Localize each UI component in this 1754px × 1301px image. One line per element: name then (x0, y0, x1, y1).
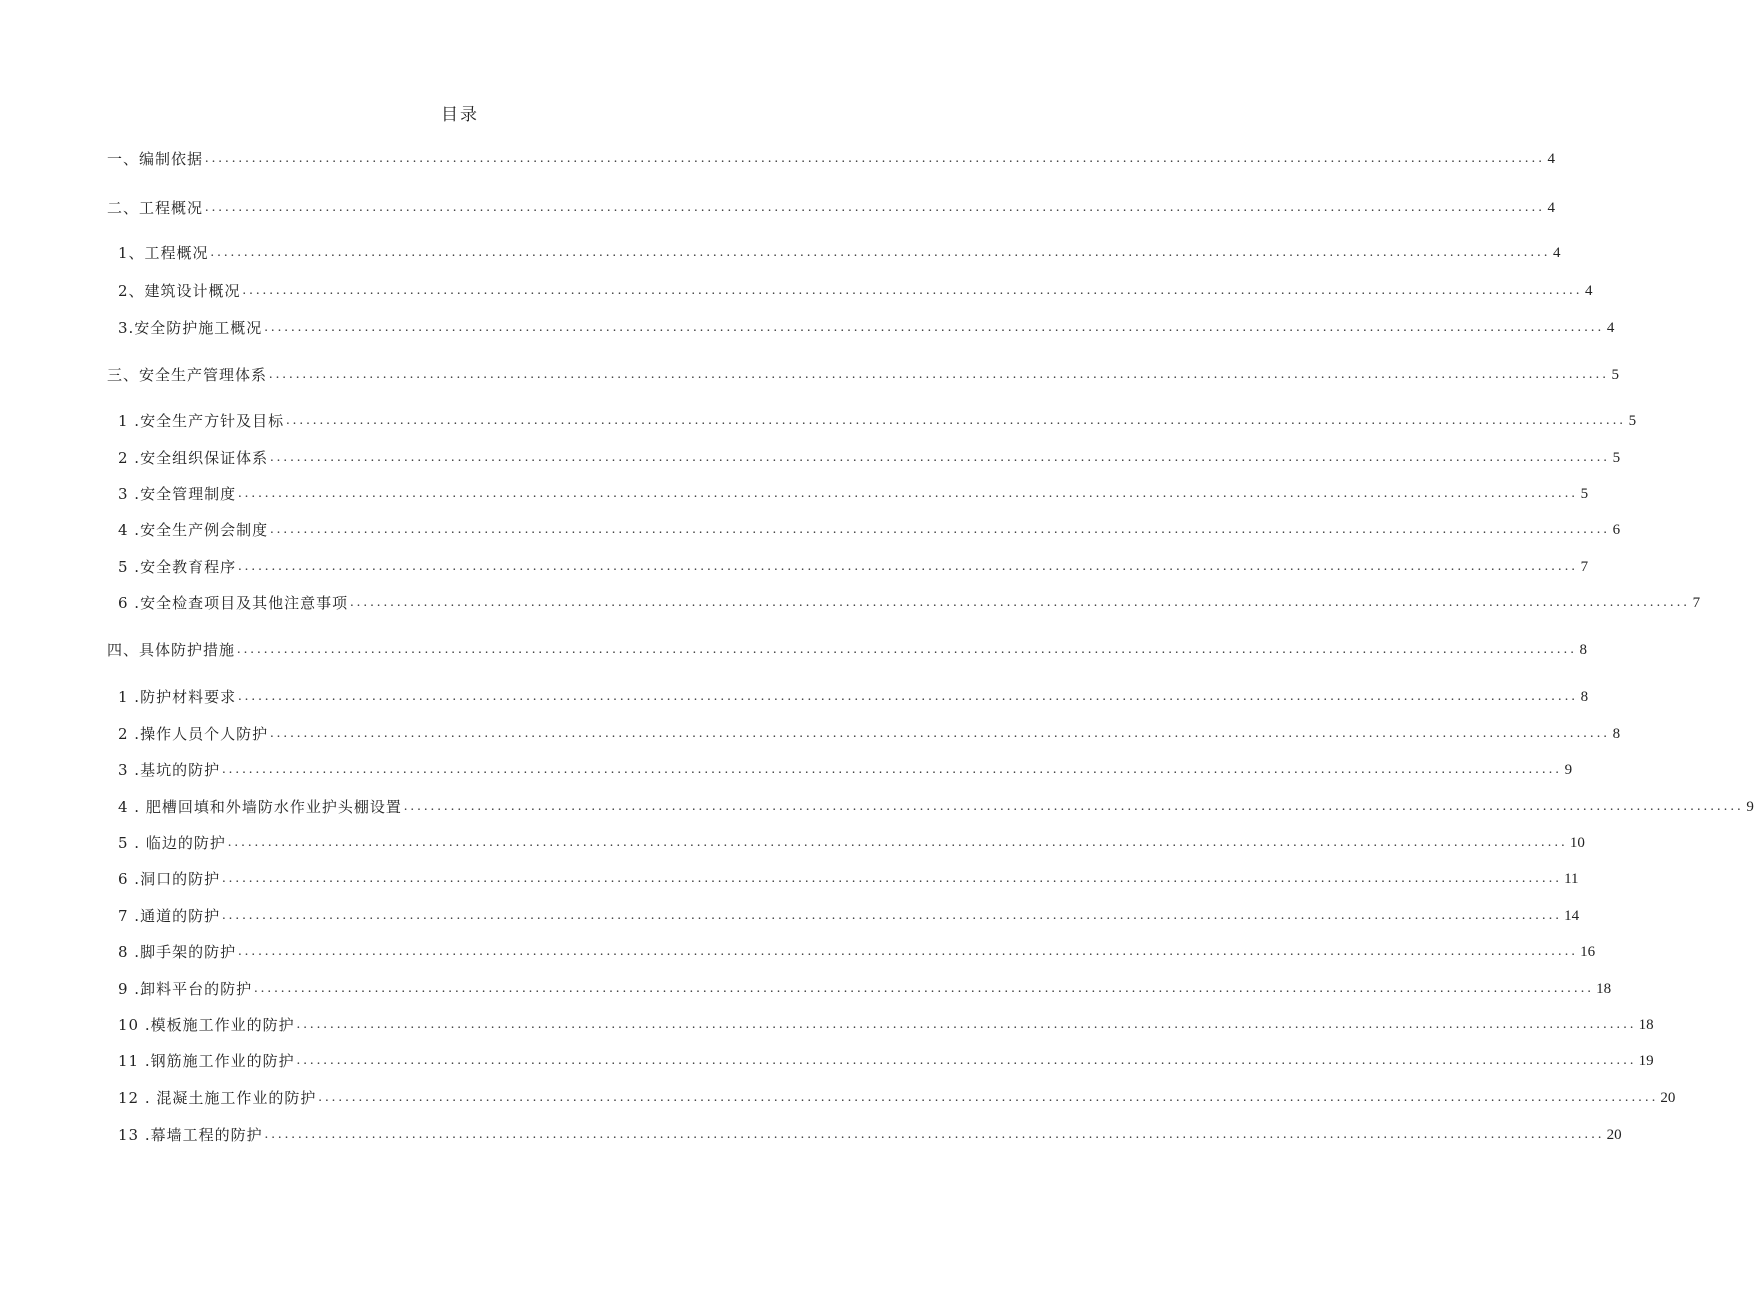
toc-entry-page: 6 (1612, 522, 1621, 538)
toc-entry-label: 5 . 临边的防护 (118, 834, 226, 852)
toc-entry-label: 10 .模板施工作业的防护 (118, 1016, 295, 1034)
toc-entry[interactable] (118, 723, 1621, 745)
toc-entry-label: 9 .卸料平台的防护 (118, 980, 253, 998)
toc-entry-page: 4 (1585, 283, 1593, 299)
dot-leader: ........................................................................................................................................................................................................ (227, 835, 1568, 850)
toc-entry-page: 7 (1692, 595, 1701, 611)
dot-leader: ........................................................................................................................................................................................................ (205, 200, 1546, 215)
toc-entry-page: 10 (1569, 835, 1585, 851)
toc-entry-page: 14 (1564, 908, 1580, 924)
toc-entry[interactable] (107, 197, 1556, 219)
dot-leader: ........................................................................................................................................................................................................ (264, 1127, 1605, 1142)
dot-leader: ........................................................................................................................................................................................................ (270, 726, 1611, 741)
toc-entry-label: 13 .幕墙工程的防护 (118, 1126, 263, 1144)
dot-leader: ........................................................................................................................................................................................................ (242, 283, 1583, 298)
toc-entry-page: 5 (1611, 367, 1620, 383)
toc-entry-label: 二、工程概况 (107, 199, 204, 217)
toc-entry-label: 2 .操作人员个人防护 (118, 725, 269, 743)
toc-entry-label: 7 .通道的防护 (118, 907, 221, 925)
toc-entry-page: 20 (1606, 1127, 1622, 1143)
dot-leader: ........................................................................................................................................................................................................ (403, 799, 1744, 814)
toc-entry-label: 12 . 混凝土施工作业的防护 (118, 1089, 317, 1107)
toc-entry-label: 3 .基坑的防护 (118, 761, 221, 779)
toc-entry[interactable] (118, 832, 1585, 854)
toc-entry-page: 19 (1638, 1053, 1654, 1069)
toc-entry-label: 11 .钢筋施工作业的防护 (118, 1052, 295, 1070)
dot-leader: ........................................................................................................................................................................................................ (222, 908, 1563, 923)
toc-entry-label: 1 .安全生产方针及目标 (118, 412, 285, 430)
dot-leader: ........................................................................................................................................................................................................ (270, 450, 1611, 465)
toc-entry[interactable] (118, 978, 1612, 1000)
dot-leader: ........................................................................................................................................................................................................ (238, 559, 1579, 574)
dot-leader: ........................................................................................................................................................................................................ (205, 151, 1546, 166)
dot-leader: ........................................................................................................................................................................................................ (270, 522, 1611, 537)
toc-entry[interactable] (118, 1124, 1622, 1146)
dot-leader: ........................................................................................................................................................................................................ (286, 413, 1627, 428)
toc-entry-label: 一、编制依据 (107, 150, 204, 168)
toc-entry-page: 4 (1606, 320, 1615, 336)
toc-entry[interactable] (118, 1050, 1654, 1072)
toc-entry[interactable] (118, 941, 1596, 963)
dot-leader: ........................................................................................................................................................................................................ (222, 762, 1563, 777)
toc-entry-label: 5 .安全教育程序 (118, 558, 237, 576)
toc-entry-label: 6 .洞口的防护 (118, 870, 221, 888)
toc-entry-label: 3 .安全管理制度 (118, 485, 237, 503)
dot-leader: ........................................................................................................................................................................................................ (238, 486, 1579, 501)
toc-entry-label: 4 .安全生产例会制度 (118, 521, 269, 539)
toc-entry[interactable] (118, 1087, 1676, 1109)
toc-entry-label: 2、建筑设计概况 (118, 282, 241, 300)
toc-entry-page: 4 (1553, 245, 1561, 261)
toc-entry-label: 1 .防护材料要求 (118, 688, 237, 706)
toc-entry[interactable] (118, 242, 1561, 264)
dot-leader: ........................................................................................................................................................................................................ (264, 320, 1605, 335)
toc-entry-label: 4 . 肥槽回填和外墙防水作业护头棚设置 (118, 798, 402, 816)
toc-entry[interactable] (118, 905, 1580, 927)
dot-leader: ........................................................................................................................................................................................................ (238, 689, 1579, 704)
toc-entry[interactable] (107, 639, 1588, 661)
toc-entry-page: 8 (1580, 689, 1589, 705)
toc-entry-page: 8 (1579, 642, 1588, 658)
toc-entry-label: 3.安全防护施工概况 (118, 319, 263, 337)
toc-entry[interactable] (118, 317, 1615, 339)
toc-title: 目录 (441, 105, 479, 125)
toc-entry[interactable] (118, 519, 1621, 541)
toc-entry-page: 5 (1612, 450, 1621, 466)
toc-entry-page: 4 (1547, 151, 1556, 167)
dot-leader: ........................................................................................................................................................................................................ (210, 245, 1551, 260)
dot-leader: ........................................................................................................................................................................................................ (269, 367, 1610, 382)
toc-entry[interactable] (118, 796, 1754, 818)
toc-entry[interactable] (118, 410, 1637, 432)
toc-entry[interactable] (118, 592, 1701, 614)
toc-entry-page: 11 (1564, 871, 1579, 887)
toc-entry-label: 1、工程概况 (118, 244, 209, 262)
toc-entry[interactable] (118, 483, 1589, 505)
toc-entry[interactable] (118, 868, 1579, 890)
toc-entry[interactable] (118, 759, 1573, 781)
toc-entry-page: 18 (1596, 981, 1612, 997)
toc-entry-page: 5 (1628, 413, 1637, 429)
dot-leader: ........................................................................................................................................................................................................ (296, 1017, 1637, 1032)
dot-leader: ........................................................................................................................................................................................................ (350, 595, 1691, 610)
toc-entry-page: 9 (1746, 799, 1754, 815)
toc-entry-label: 2 .安全组织保证体系 (118, 449, 269, 467)
toc-entry[interactable] (118, 280, 1593, 302)
toc-entry-page: 7 (1580, 559, 1589, 575)
dot-leader: ........................................................................................................................................................................................................ (254, 981, 1595, 996)
toc-entry-label: 6 .安全检查项目及其他注意事项 (118, 594, 349, 612)
toc-entry-page: 20 (1660, 1090, 1676, 1106)
toc-entry[interactable] (107, 148, 1556, 170)
dot-leader: ........................................................................................................................................................................................................ (222, 871, 1563, 886)
toc-entry-page: 16 (1580, 944, 1596, 960)
dot-leader: ........................................................................................................................................................................................................ (237, 642, 1578, 657)
toc-entry[interactable] (118, 447, 1621, 469)
toc-entry-page: 4 (1547, 200, 1556, 216)
toc-entry[interactable] (118, 1014, 1654, 1036)
dot-leader: ........................................................................................................................................................................................................ (318, 1090, 1659, 1105)
toc-entry-label: 三、安全生产管理体系 (107, 366, 268, 384)
toc-entry-page: 8 (1612, 726, 1621, 742)
dot-leader: ........................................................................................................................................................................................................ (296, 1053, 1637, 1068)
toc-entry-page: 18 (1638, 1017, 1654, 1033)
toc-entry-label: 四、具体防护措施 (107, 641, 236, 659)
toc-entry-label: 8 .脚手架的防护 (118, 943, 237, 961)
dot-leader: ........................................................................................................................................................................................................ (238, 944, 1579, 959)
toc-entry[interactable] (118, 686, 1589, 708)
toc-entry[interactable] (107, 364, 1620, 386)
toc-entry-page: 9 (1564, 762, 1573, 778)
toc-entry[interactable] (118, 556, 1589, 578)
toc-entry-page: 5 (1580, 486, 1589, 502)
